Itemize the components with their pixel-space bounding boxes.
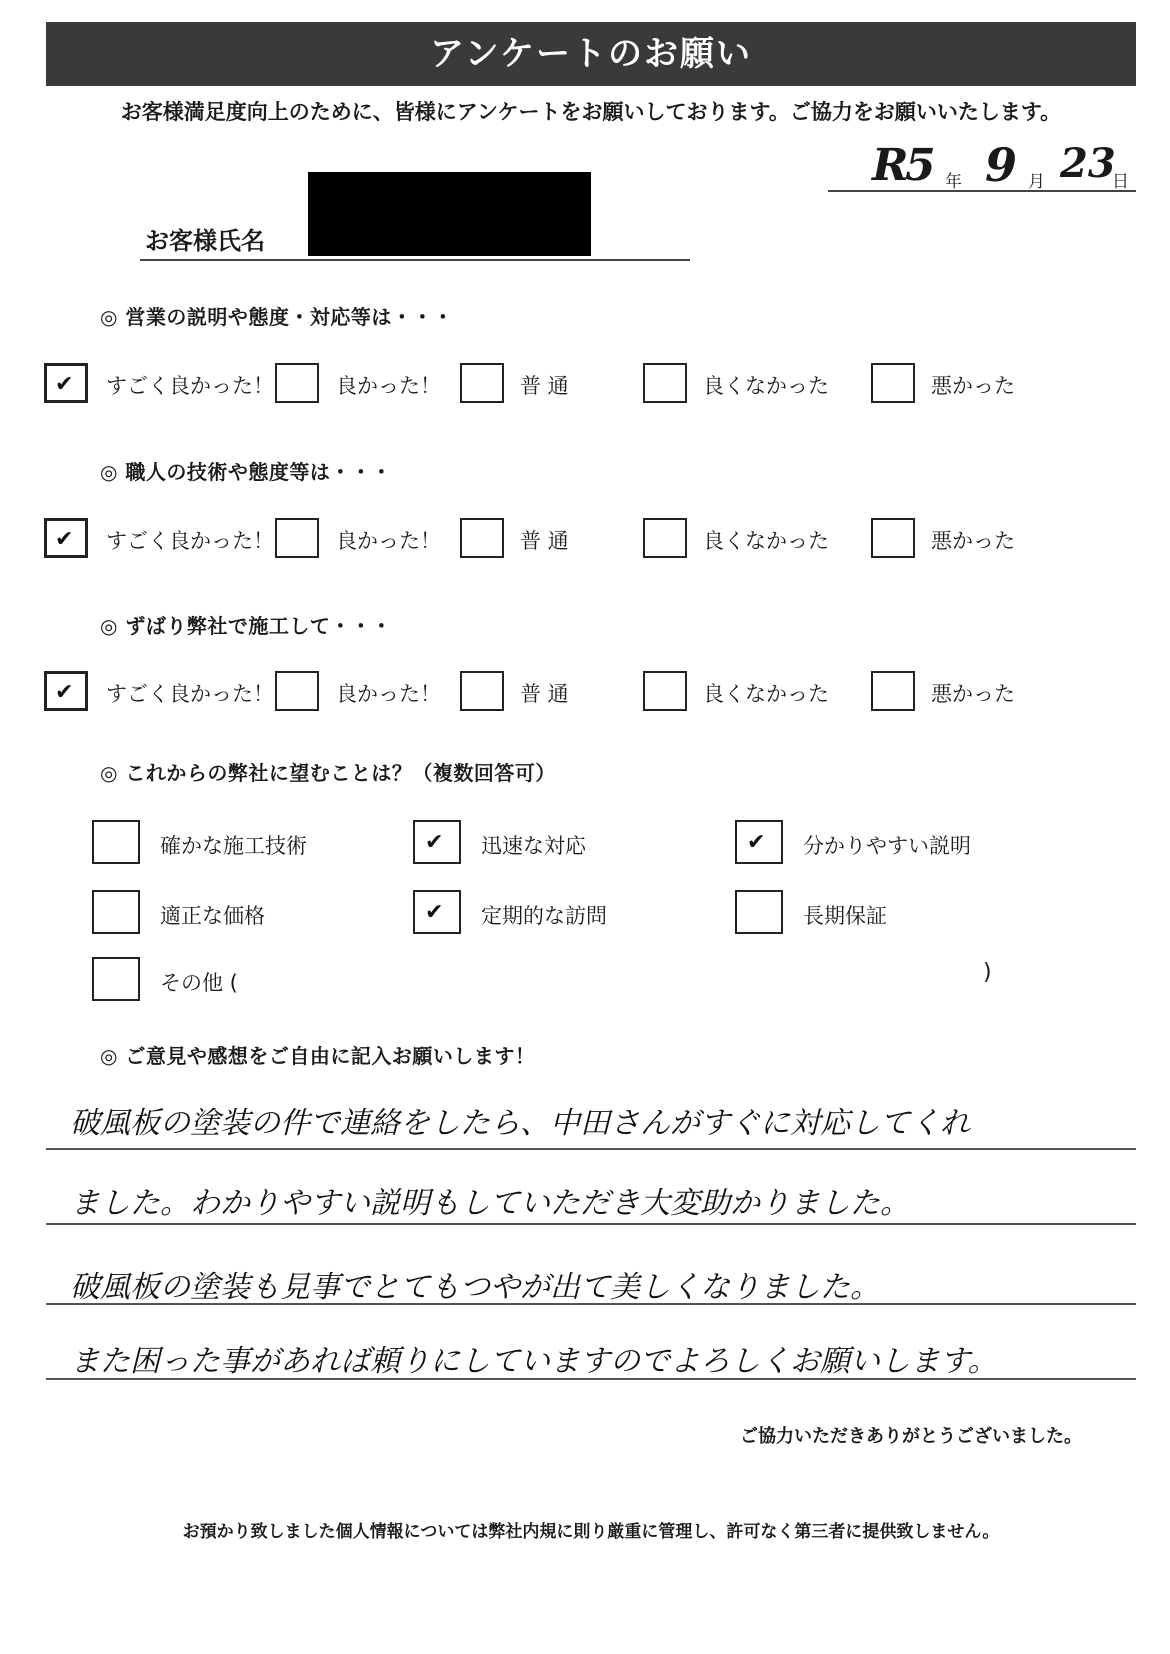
- rating-option-label: 普 通: [520, 374, 569, 398]
- other-close-paren: ): [983, 960, 992, 985]
- rating-checkbox[interactable]: [275, 518, 319, 558]
- rating-option-label: 良くなかった: [703, 682, 829, 706]
- comment-line: 破風板の塗装の件で連絡をしたら、中田さんがすぐに対応してくれ: [70, 1106, 970, 1141]
- comment-line: 破風板の塗装も見事でとてもつやが出て美しくなりました。: [70, 1270, 880, 1305]
- wish-checkbox[interactable]: [735, 890, 783, 934]
- rating-checkbox[interactable]: [871, 518, 915, 558]
- check-mark-icon: ✔: [55, 527, 74, 552]
- comments-title: ◎ ご意見や感想をご自由に記入お願いします！: [100, 1044, 536, 1068]
- comment-line: また困った事があれば頼りにしていますのでよろしくお願いします。: [70, 1344, 998, 1379]
- year-value: 5: [905, 140, 936, 191]
- customer-name-redacted: [308, 172, 591, 256]
- rating-checkbox[interactable]: [871, 671, 915, 711]
- survey-title: アンケートのお願い: [46, 22, 1136, 86]
- check-mark-icon: ✔: [55, 680, 74, 705]
- wish-checkbox[interactable]: [735, 820, 783, 864]
- rating-option-label: 良かった！: [336, 529, 441, 553]
- wish-option-label: 分かりやすい説明: [803, 834, 971, 858]
- privacy-notice: お預かり致しました個人情報については弊社内規に則り厳重に管理し、許可なく第三者に提供致しません。: [182, 1522, 1000, 1542]
- rating-option-label: 良かった！: [336, 682, 441, 706]
- section-title: ◎ ずばり弊社で施工して・・・: [100, 614, 392, 638]
- wishes-title: ◎ これからの弊社に望むことは？（複数回答可）: [100, 761, 556, 785]
- intro-text: お客様満足度向上のために、皆様にアンケートをお願いしております。ご協力をお願いいたします。: [120, 100, 1062, 124]
- rating-checkbox[interactable]: [643, 363, 687, 403]
- month-unit: 月: [1028, 172, 1045, 192]
- wish-option-label: 確かな施工技術: [160, 834, 307, 858]
- rating-option-label: 悪かった: [931, 374, 1015, 398]
- wish-option-label: 定期的な訪問: [481, 904, 607, 928]
- wish-option-label: 適正な価格: [160, 904, 265, 928]
- thanks-text: ご協力いただきありがとうございました。: [740, 1426, 1082, 1447]
- rating-checkbox[interactable]: [643, 671, 687, 711]
- rating-option-label: 悪かった: [931, 682, 1015, 706]
- rating-option-label: 悪かった: [931, 529, 1015, 553]
- check-mark-icon: ✔: [55, 372, 74, 397]
- rating-option-label: 良くなかった: [703, 529, 829, 553]
- customer-name-underline: [140, 259, 690, 261]
- comment-rule: [46, 1303, 1136, 1305]
- comment-rule: [46, 1223, 1136, 1225]
- year-unit: 年: [945, 172, 962, 192]
- section-title: ◎ 職人の技術や態度等は・・・: [100, 460, 392, 484]
- rating-option-label: 普 通: [520, 529, 569, 553]
- rating-checkbox[interactable]: [460, 363, 504, 403]
- day-value: 23: [1060, 140, 1116, 187]
- rating-checkbox[interactable]: [275, 363, 319, 403]
- section-title: ◎ 営業の説明や態度・対応等は・・・: [100, 305, 454, 329]
- era-mark: R: [872, 140, 909, 191]
- wish-checkbox[interactable]: [413, 890, 461, 934]
- wish-checkbox[interactable]: [92, 957, 140, 1001]
- rating-checkbox[interactable]: [643, 518, 687, 558]
- check-mark-icon: ✔: [425, 900, 444, 925]
- rating-option-label: すごく良かった！: [106, 374, 274, 398]
- rating-checkbox[interactable]: [44, 363, 88, 403]
- date-underline: [828, 190, 1136, 192]
- month-value: 9: [985, 138, 1018, 192]
- customer-name-label: お客様氏名: [145, 227, 265, 255]
- comment-rule: [46, 1378, 1136, 1380]
- rating-option-label: 良かった！: [336, 374, 441, 398]
- wish-checkbox[interactable]: [413, 820, 461, 864]
- wish-option-label: その他 (: [160, 971, 238, 995]
- comment-line: ました。わかりやすい説明もしていただき大変助かりました。: [70, 1186, 910, 1221]
- rating-checkbox[interactable]: [44, 671, 88, 711]
- rating-option-label: 良くなかった: [703, 374, 829, 398]
- rating-option-label: 普 通: [520, 682, 569, 706]
- rating-checkbox[interactable]: [871, 363, 915, 403]
- wish-option-label: 迅速な対応: [481, 834, 586, 858]
- rating-option-label: すごく良かった！: [106, 529, 274, 553]
- day-unit: 日: [1112, 172, 1129, 192]
- wish-checkbox[interactable]: [92, 890, 140, 934]
- rating-checkbox[interactable]: [44, 518, 88, 558]
- rating-checkbox[interactable]: [275, 671, 319, 711]
- rating-checkbox[interactable]: [460, 671, 504, 711]
- wish-checkbox[interactable]: [92, 820, 140, 864]
- comment-rule: [46, 1148, 1136, 1150]
- rating-option-label: すごく良かった！: [106, 682, 274, 706]
- rating-checkbox[interactable]: [460, 518, 504, 558]
- check-mark-icon: ✔: [747, 830, 766, 855]
- check-mark-icon: ✔: [425, 830, 444, 855]
- wish-option-label: 長期保証: [803, 904, 887, 928]
